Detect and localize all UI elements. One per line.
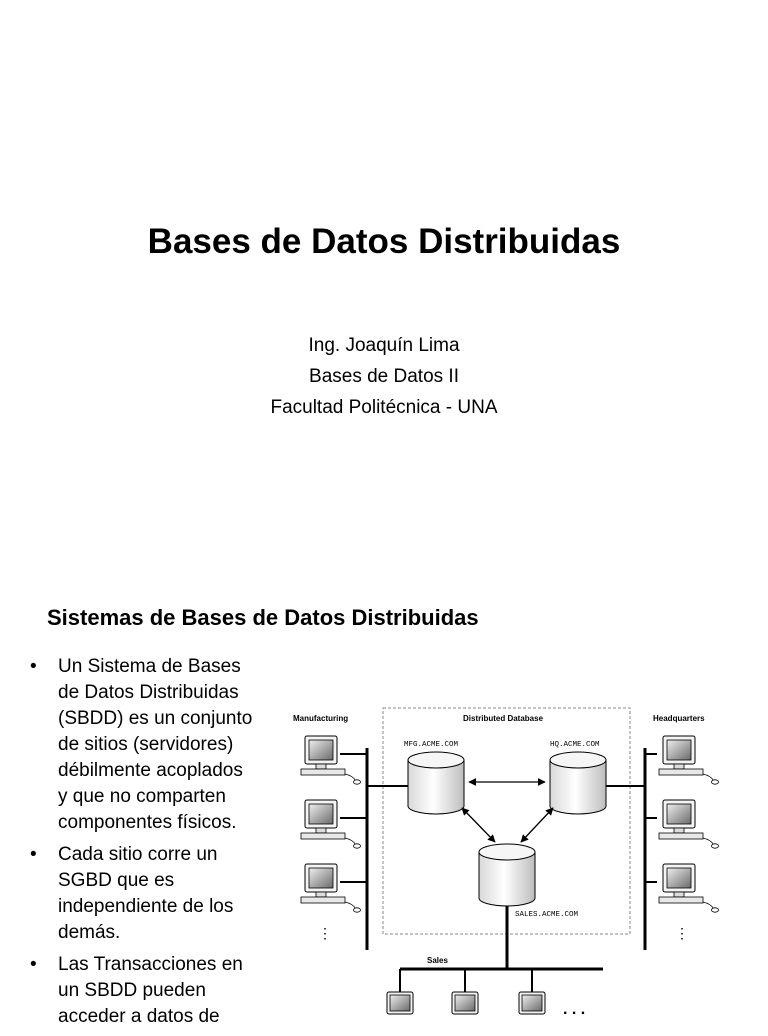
bullet-line: de sitios (servidores) <box>58 734 234 755</box>
bullet-item <box>27 654 287 836</box>
sales-label: Sales <box>427 956 448 965</box>
workstation-icon <box>519 992 545 1014</box>
course-name: Bases de Datos II <box>309 366 459 387</box>
headquarters-label: Headquarters <box>653 714 705 723</box>
bullet-icon: • <box>30 954 37 975</box>
workstation-icon <box>452 992 478 1014</box>
bullet-line: acceder a datos de <box>58 1006 220 1027</box>
bullet-line: un SBDD pueden <box>58 980 206 1001</box>
bullet-line: componentes físicos. <box>58 812 237 833</box>
distributed-db-label: Distributed Database <box>463 714 544 723</box>
workstation-icon <box>659 736 719 784</box>
bullet-line: y que no comparten <box>58 786 226 807</box>
bullet-line: débilmente acoplados <box>58 760 243 781</box>
link-arrow <box>521 808 553 842</box>
workstation-icon <box>659 800 719 848</box>
mfg-database-icon <box>408 752 464 814</box>
hq-database-icon <box>550 752 606 814</box>
bullet-item <box>27 842 287 946</box>
sales-db-host: SALES.ACME.COM <box>515 911 579 919</box>
bullet-icon: • <box>30 656 37 677</box>
bullet-line: SGBD que es <box>58 870 175 891</box>
bullet-item <box>27 952 287 1030</box>
bullet-line: Cada sitio corre un <box>58 844 218 865</box>
more-icon: ⋮ <box>318 925 332 941</box>
sales-database-icon <box>479 844 535 906</box>
bullet-line: independiente de los <box>58 896 234 917</box>
author-name: Ing. Joaquín Lima <box>308 335 460 356</box>
bullet-line: Las Transacciones en <box>58 954 243 975</box>
more-icon: ⋮ <box>675 925 689 941</box>
workstation-icon <box>387 992 413 1014</box>
workstation-icon <box>659 864 719 912</box>
workstation-icon <box>301 736 361 784</box>
bullet-icon: • <box>30 844 37 865</box>
mfg-db-host: MFG.ACME.COM <box>404 741 459 749</box>
author-block <box>0 330 768 423</box>
distributed-db-diagram <box>285 700 745 1024</box>
institution-name: Facultad Politécnica - UNA <box>270 397 498 418</box>
bullet-line: demás. <box>58 922 121 943</box>
hq-db-host: HQ.ACME.COM <box>550 741 600 749</box>
link-arrow <box>462 808 495 842</box>
more-icon: . . . <box>563 1001 586 1018</box>
bullet-line: de Datos Distribuidas <box>58 682 239 703</box>
section-title: Sistemas de Bases de Datos Distribuidas <box>47 605 479 630</box>
workstation-icon <box>301 800 361 848</box>
bullet-list <box>27 654 287 1036</box>
bullet-line: Un Sistema de Bases <box>58 656 241 677</box>
manufacturing-label: Manufacturing <box>293 714 349 723</box>
workstation-icon <box>301 864 361 912</box>
bullet-line: (SBDD) es un conjunto <box>58 708 253 729</box>
slide-title: Bases de Datos Distribuidas <box>147 222 621 261</box>
